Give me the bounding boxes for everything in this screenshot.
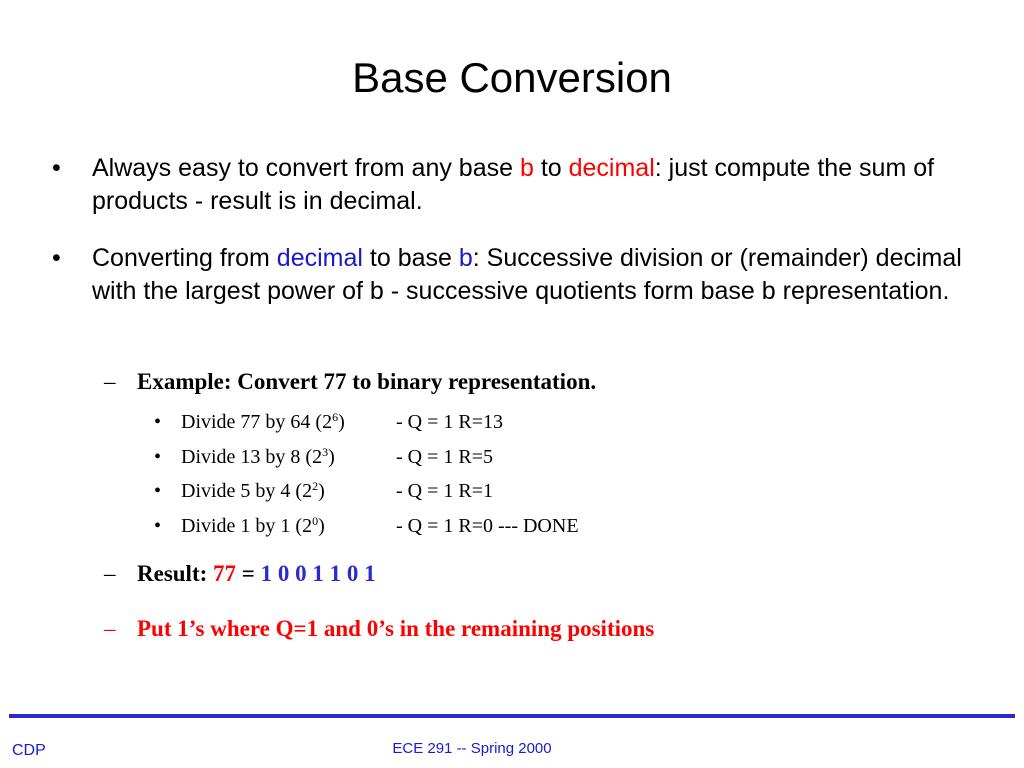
result-binary-value: 1 0 0 1 1 0 1 xyxy=(260,561,376,586)
bullet-marker: • xyxy=(52,154,61,182)
bullet-text-part: : just compute the sum of products - result is in decimal. xyxy=(92,154,935,215)
step-marker: • xyxy=(154,446,162,468)
footer-course: ECE 291 -- Spring 2000 xyxy=(392,740,552,757)
bullet-text-part: to base xyxy=(362,244,459,272)
result-equals: = xyxy=(236,561,261,586)
dash-marker: – xyxy=(104,561,116,586)
step-division-close: ) xyxy=(338,411,345,433)
step-exponent: 3 xyxy=(322,445,329,459)
bullet-text-part: Always easy to convert from any base xyxy=(92,154,520,182)
step-marker: • xyxy=(154,480,162,502)
bullet-text xyxy=(92,242,992,308)
step-exponent: 2 xyxy=(312,479,319,493)
step-division-text: Divide 5 by 4 (2 xyxy=(181,480,313,502)
step-result: - Q = 1 R=13 xyxy=(396,411,504,433)
step-division-text: Divide 1 by 1 (2 xyxy=(181,515,313,537)
step-marker: • xyxy=(154,411,162,433)
highlight-decimal: decimal xyxy=(276,244,363,272)
step-division-close: ) xyxy=(318,515,325,537)
bullet-text-part: : Successive division or (remainder) decimal with the largest power of b - successive quotients form base b representation. xyxy=(92,244,962,305)
step-division xyxy=(181,409,345,435)
bullet-text-part: to xyxy=(533,154,569,182)
highlight-base-b: b xyxy=(519,154,534,182)
step-exponent: 6 xyxy=(332,410,339,424)
step-exponent: 0 xyxy=(312,514,319,528)
result-decimal-value: 77 xyxy=(213,561,237,586)
footer-divider xyxy=(9,714,1015,718)
step-division-text: Divide 13 by 8 (2 xyxy=(181,446,323,468)
dash-marker: – xyxy=(104,616,116,641)
footer-author: CDP xyxy=(12,742,46,759)
bullet-text xyxy=(92,152,992,218)
step-result: - Q = 1 R=0 --- DONE xyxy=(396,515,579,537)
step-division xyxy=(181,478,325,504)
step-division xyxy=(181,444,335,470)
dash-marker: – xyxy=(104,369,116,394)
highlight-base-b: b xyxy=(458,244,473,272)
step-result: - Q = 1 R=1 xyxy=(396,480,494,502)
highlight-decimal: decimal xyxy=(568,154,655,182)
result-text xyxy=(137,560,376,588)
example-text: Example: Convert 77 to binary representation. xyxy=(137,369,597,394)
slide-title: Base Conversion xyxy=(352,54,672,101)
step-division-close: ) xyxy=(318,480,325,502)
step-marker: • xyxy=(154,515,162,537)
bullet-text-part: Converting from xyxy=(92,244,277,272)
result-label: Result: xyxy=(137,561,214,586)
step-division-close: ) xyxy=(328,446,335,468)
note-text: Put 1’s where Q=1 and 0’s in the remaining positions xyxy=(137,616,655,641)
step-division-text: Divide 77 by 64 (2 xyxy=(181,411,333,433)
step-result: - Q = 1 R=5 xyxy=(396,446,494,468)
bullet-marker: • xyxy=(52,244,61,272)
step-division xyxy=(181,513,325,539)
